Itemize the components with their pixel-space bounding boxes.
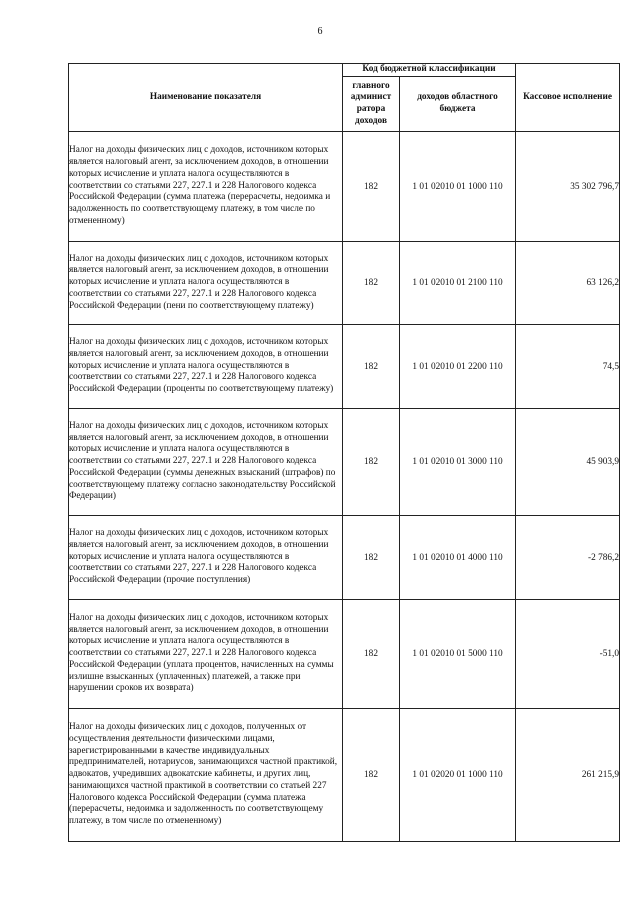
cash-amount: 45 903,9 [516,409,620,516]
page-number: 6 [317,26,323,37]
income-code: 1 01 02010 01 5000 110 [400,600,516,709]
cash-amount: 63 126,2 [516,242,620,325]
indicator-name: Налог на доходы физических лиц с доходов, полученных от осуществления деятельности физическими лицами, зарегистрированными в качестве индивидуальных предпринимателей, нотариусов, занимающихся частной практикой, адвокатов, учредивших адвокатские кабинеты, и других лиц, занимающихся частной практикой в соответствии со статьей 227 Налогового кодекса Российской Федерации (сумма платежа (перерасчеты, недоимка и задолженность по соответствующему платежу, в том числе по отмененному) [69,709,343,842]
income-code: 1 01 02010 01 2100 110 [400,242,516,325]
admin-code: 182 [343,516,400,600]
table-row [69,325,620,409]
income-code: 1 01 02010 01 3000 110 [400,409,516,516]
income-code: 1 01 02010 01 2200 110 [400,325,516,409]
admin-code: 182 [343,242,400,325]
table-row [69,242,620,325]
indicator-name: Налог на доходы физических лиц с доходов, источником которых является налоговый агент, за исключением доходов, в отношении которых исчисление и уплата налога осуществляются в соответствии со статьями 227, 227.1 и 228 Налогового кодекса Российской Федерации (суммы денежных взысканий (штрафов) по соответствующему платежу согласно законодательству Российской Федерации) [69,409,343,516]
admin-code: 182 [343,132,400,242]
indicator-name: Налог на доходы физических лиц с доходов, источником которых является налоговый агент, за исключением доходов, в отношении которых исчисление и уплата налога осуществляются в соответствии со статьями 227, 227.1 и 228 Налогового кодекса Российской Федерации (пени по соответствующему платежу) [69,242,343,325]
indicator-name: Налог на доходы физических лиц с доходов, источником которых является налоговый агент, за исключением доходов, в отношении которых исчисление и уплата налога осуществляются в соответствии со статьями 227, 227.1 и 228 Налогового кодекса Российской Федерации (сумма платежа (перерасчеты, недоимка и задолженность по соответствующему платежу, в том числе по отмененному) [69,132,343,242]
header-name-column: Наименование показателя [69,64,343,132]
cash-amount: 35 302 796,7 [516,132,620,242]
table-row [69,409,620,516]
admin-code: 182 [343,600,400,709]
table-row [69,516,620,600]
table-row [69,132,620,242]
admin-code: 182 [343,709,400,842]
table-row [69,600,620,709]
admin-code: 182 [343,325,400,409]
indicator-name: Налог на доходы физических лиц с доходов, источником которых является налоговый агент, за исключением доходов, в отношении которых исчисление и уплата налога осуществляются в соответствии со статьями 227, 227.1 и 228 Налогового кодекса Российской Федерации (уплата процентов, начисленных на суммы излишне взысканных (уплаченных) платежей, а также при нарушении сроков их возврата) [69,600,343,709]
indicator-name: Налог на доходы физических лиц с доходов, источником которых является налоговый агент, за исключением доходов, в отношении которых исчисление и уплата налога осуществляются в соответствии со статьями 227, 227.1 и 228 Налогового кодекса Российской Федерации (прочие поступления) [69,516,343,600]
cash-amount: -51,0 [516,600,620,709]
table-row [69,709,620,842]
header-admin-column: главного админист ратора доходов [343,77,400,132]
table-header [69,64,620,132]
header-code-group: Код бюджетной классификации [343,64,516,77]
admin-code: 182 [343,409,400,516]
indicator-name: Налог на доходы физических лиц с доходов, источником которых является налоговый агент, за исключением доходов, в отношении которых исчисление и уплата налога осуществляются в соответствии со статьями 227, 227.1 и 228 Налогового кодекса Российской Федерации (проценты по соответствующему платежу) [69,325,343,409]
header-cash-column: Кассовое исполнение [516,64,620,132]
cash-amount: 74,5 [516,325,620,409]
income-code: 1 01 02020 01 1000 110 [400,709,516,842]
cash-amount: -2 786,2 [516,516,620,600]
cash-amount: 261 215,9 [516,709,620,842]
budget-table [68,63,620,842]
table-body [69,132,620,842]
header-income-column: доходов областного бюджета [400,77,516,132]
income-code: 1 01 02010 01 1000 110 [400,132,516,242]
income-code: 1 01 02010 01 4000 110 [400,516,516,600]
